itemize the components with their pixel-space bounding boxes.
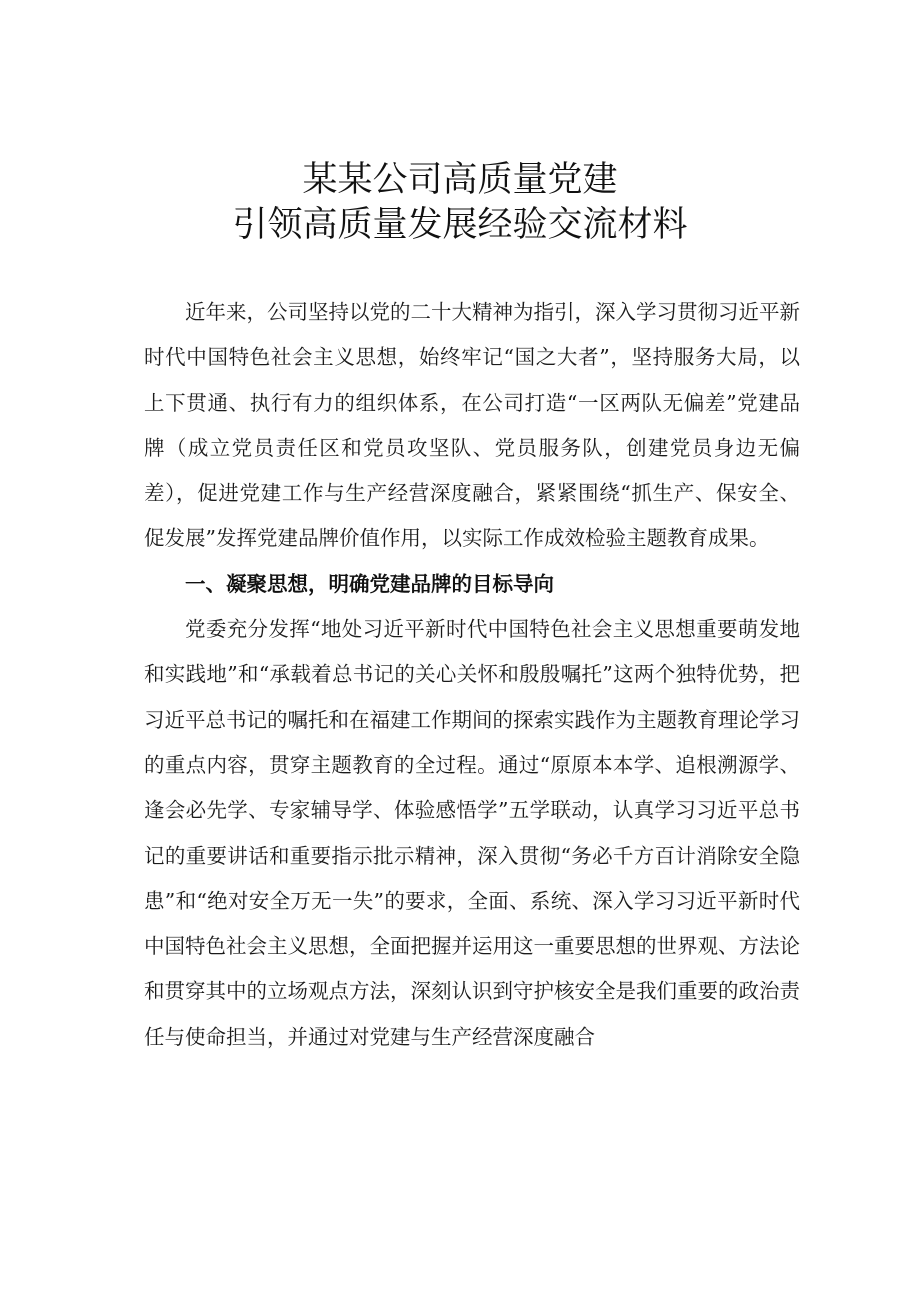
document-body bbox=[144, 290, 800, 1060]
paragraph-section-1: 党委充分发挥“地处习近平新时代中国特色社会主义思想重要萌发地和实践地”和“承载着总书记的关心关怀和殷殷嘱托”这两个独特优势，把习近平总书记的嘱托和在福建工作期间的探索实践作为主题教育理论学习的重点内容，贯穿主题教育的全过程。通过“原原本本学、追根溯源学、逢会必先学、专家辅导学、体验感悟学”五学联动，认真学习习近平总书记的重要讲话和重要指示批示精神，深入贯彻“务必千方百计消除安全隐患”和“绝对安全万无一失”的要求，全面、系统、深入学习习近平新时代中国特色社会主义思想，全面把握并运用这一重要思想的世界观、方法论和贯穿其中的立场观点方法，深刻认识到守护核安全是我们重要的政治责任与使命担当，并通过对党建与生产经营深度融合 bbox=[144, 617, 800, 1049]
paragraph-intro: 近年来，公司坚持以党的二十大精神为指引，深入学习贯彻习近平新时代中国特色社会主义思想，始终牢记“国之大者”，坚持服务大局，以上下贯通、执行有力的组织体系，在公司打造“一区两队无偏差”党建品牌（成立党员责任区和党员攻坚队、党员服务队，创建党员身边无偏差），促进党建工作与生产经营深度融合，紧紧围绕“抓生产、保安全、促发展”发挥党建品牌价值作用，以实际工作成效检验主题教育成果。 bbox=[144, 300, 800, 551]
document-title-line-2: 引领高质量发展经验交流材料 bbox=[232, 205, 688, 245]
document-title-line-1: 某某公司高质量党建 bbox=[302, 160, 618, 200]
section-heading-1: 一、凝聚思想，明确党建品牌的目标导向 bbox=[185, 571, 554, 596]
